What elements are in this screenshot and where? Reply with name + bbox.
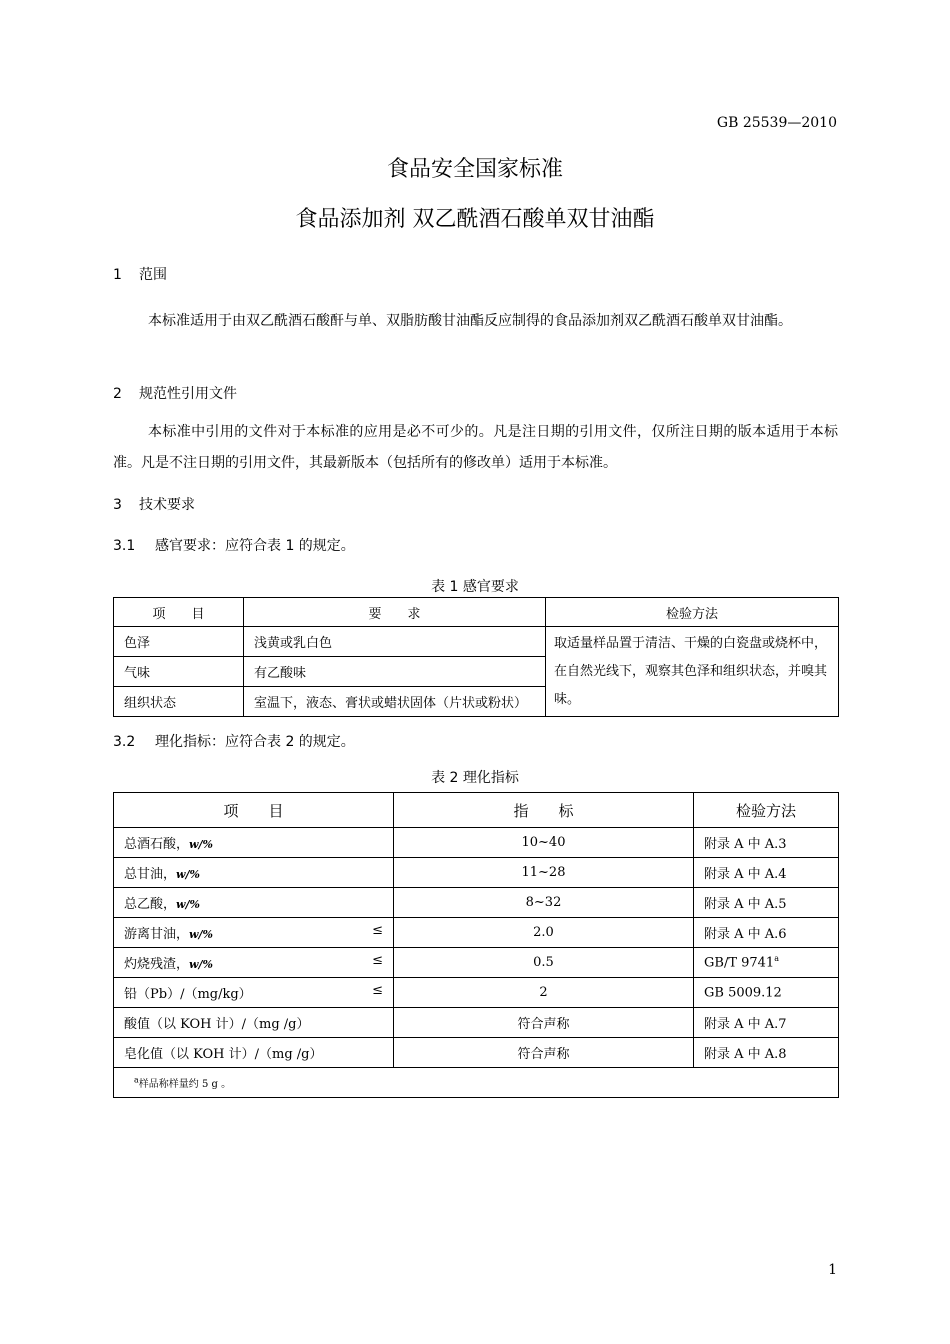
value-cell: 11~28 (394, 858, 694, 888)
table-row (114, 888, 839, 918)
method-cell: 附录 A 中 A.3 (694, 828, 839, 858)
value-cell: 0.5 (394, 948, 694, 978)
method-cell: 附录 A 中 A.7 (694, 1008, 839, 1038)
method-cell: 附录 A 中 A.6 (694, 918, 839, 948)
table-row (114, 627, 839, 657)
table-header-row (114, 793, 839, 828)
method-cell: GB 5009.12 (694, 978, 839, 1008)
value-cell: 符合声称 (394, 1008, 694, 1038)
item-cell: 气味 (114, 657, 244, 687)
page-number: 1 (828, 1262, 837, 1278)
header-item: 项 目 (114, 793, 394, 828)
item-cell: 游离甘油，w/% ≤ (114, 918, 394, 948)
header-method: 检验方法 (694, 793, 839, 828)
value-cell: 8~32 (394, 888, 694, 918)
table-row (114, 858, 839, 888)
requirement-cell: 有乙酸味 (244, 657, 546, 687)
table-header-row (114, 598, 839, 627)
document-subtitle: 食品添加剂 双乙酰酒石酸单双甘油酯 (295, 207, 655, 232)
section-2-heading: 2 规范性引用文件 (113, 386, 237, 402)
item-cell: 皂化值（以 KOH 计）/（mg /g） (114, 1038, 394, 1068)
header-method: 检验方法 (546, 598, 839, 627)
table-2-caption: 表 2 理化指标 (431, 770, 519, 786)
value-cell: 2.0 (394, 918, 694, 948)
table-row (114, 948, 839, 978)
section-1-paragraph: 本标准适用于由双乙酰酒石酸酐与单、双脂肪酸甘油酯反应制得的食品添加剂双乙酰酒石酸单双甘油酯。 (148, 313, 792, 329)
table-row (114, 828, 839, 858)
physicochemical-indicators-table (113, 792, 839, 1098)
value-cell: 10~40 (394, 828, 694, 858)
requirement-cell: 浅黄或乳白色 (244, 627, 546, 657)
value-cell: 2 (394, 978, 694, 1008)
item-cell: 酸值（以 KOH 计）/（mg /g） (114, 1008, 394, 1038)
method-cell: GB/T 9741$^a$ (694, 948, 839, 978)
item-cell: 总酒石酸，w/% (114, 828, 394, 858)
value-cell: 符合声称 (394, 1038, 694, 1068)
item-cell: 灼烧残渣，w/% ≤ (114, 948, 394, 978)
document-title: 食品安全国家标准 (386, 157, 563, 182)
item-cell: 总甘油，w/% (114, 858, 394, 888)
standard-code: GB 25539—2010 (716, 115, 837, 131)
method-cell: 附录 A 中 A.5 (694, 888, 839, 918)
section-2-paragraph: 本标准中引用的文件对于本标准的应用是必不可少的。凡是注日期的引用文件，仅所注日期的版本适用于本标准。凡是不注日期的引用文件，其最新版本（包括所有的修改单）适用于本标准。 (113, 424, 838, 471)
item-cell: 色泽 (114, 627, 244, 657)
section-1-heading: 1 范围 (113, 267, 167, 283)
header-item: 项 目 (114, 598, 244, 627)
item-cell: 铅（Pb）/（mg/kg） ≤ (114, 978, 394, 1008)
method-cell: 附录 A 中 A.8 (694, 1038, 839, 1068)
table-row (114, 1038, 839, 1068)
table-footnote: $^a$样品称样量约 5 g 。 (114, 1068, 839, 1098)
method-cell: 附录 A 中 A.4 (694, 858, 839, 888)
table-row (114, 1008, 839, 1038)
table-row (114, 918, 839, 948)
table-row (114, 978, 839, 1008)
sensory-requirements-table (113, 597, 839, 717)
method-cell: 取适量样品置于清洁、干燥的白瓷盘或烧杯中，在自然光线下，观察其色泽和组织状态，并嗅其味。 (546, 627, 839, 717)
table-1-caption: 表 1 感官要求 (431, 579, 519, 595)
section-3-1-heading: 3.1 感官要求：应符合表 1 的规定。 (113, 538, 355, 554)
item-cell: 总乙酸，w/% (114, 888, 394, 918)
section-3-heading: 3 技术要求 (113, 497, 195, 513)
header-indicator: 指 标 (394, 793, 694, 828)
item-cell: 组织状态 (114, 687, 244, 717)
requirement-cell: 室温下，液态、膏状或蜡状固体（片状或粉状） (244, 687, 546, 717)
header-requirement: 要 求 (244, 598, 546, 627)
table-footnote-row (114, 1068, 839, 1098)
section-3-2-heading: 3.2 理化指标：应符合表 2 的规定。 (113, 734, 355, 750)
